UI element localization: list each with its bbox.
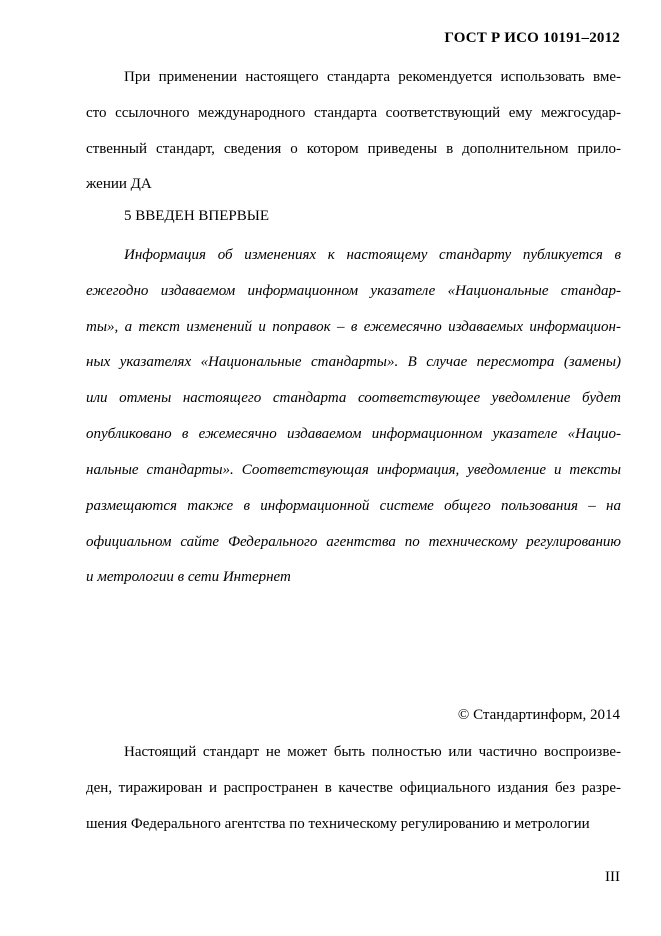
page-header-standard-id: ГОСТ Р ИСО 10191–2012 xyxy=(444,30,620,46)
changes-info-line: Информация об изменениях к настоящему стандарту публикуется в xyxy=(124,247,621,263)
reproduction-notice-line: ден, тиражирован и распространен в качестве официального издания без разре- xyxy=(86,780,621,796)
usage-note-line: сто ссылочного международного стандарта соответствующий ему межгосудар- xyxy=(86,105,621,121)
changes-info-line: или отмены настоящего стандарта соответствующее уведомление будет xyxy=(86,390,621,406)
changes-info-line: опубликовано в ежемесячно издаваемом информационном указателе «Нацио- xyxy=(86,426,621,442)
changes-info-line: размещаются также в информационной системе общего пользования – на xyxy=(86,498,621,514)
changes-info-line: ты», а текст изменений и поправок – в ежемесячно издаваемых информацион- xyxy=(86,319,621,335)
reproduction-notice-line: шения Федерального агентства по техническому регулированию и метрологии xyxy=(86,816,590,832)
changes-info-line: ежегодно издаваемом информационном указателе «Национальные стандар- xyxy=(86,283,621,299)
page-number: III xyxy=(605,869,620,885)
copyright-notice: © Стандартинформ, 2014 xyxy=(457,707,620,723)
changes-info-line: нальные стандарты». Соответствующая информация, уведомление и тексты xyxy=(86,462,621,478)
changes-info-line: и метрологии в сети Интернет xyxy=(86,569,291,585)
reproduction-notice-line: Настоящий стандарт не может быть полностью или частично воспроизве- xyxy=(124,744,621,760)
usage-note-line: жении ДА xyxy=(86,176,152,192)
usage-note-line: ственный стандарт, сведения о котором приведены в дополнительном прило- xyxy=(86,141,621,157)
changes-info-line: ных указателях «Национальные стандарты». В случае пересмотра (замены) xyxy=(86,354,621,370)
usage-note-line: При применении настоящего стандарта рекомендуется использовать вме- xyxy=(124,69,621,85)
section-5-title: 5 ВВЕДЕН ВПЕРВЫЕ xyxy=(124,208,269,224)
changes-info-line: официальном сайте Федерального агентства по техническому регулированию xyxy=(86,534,621,550)
